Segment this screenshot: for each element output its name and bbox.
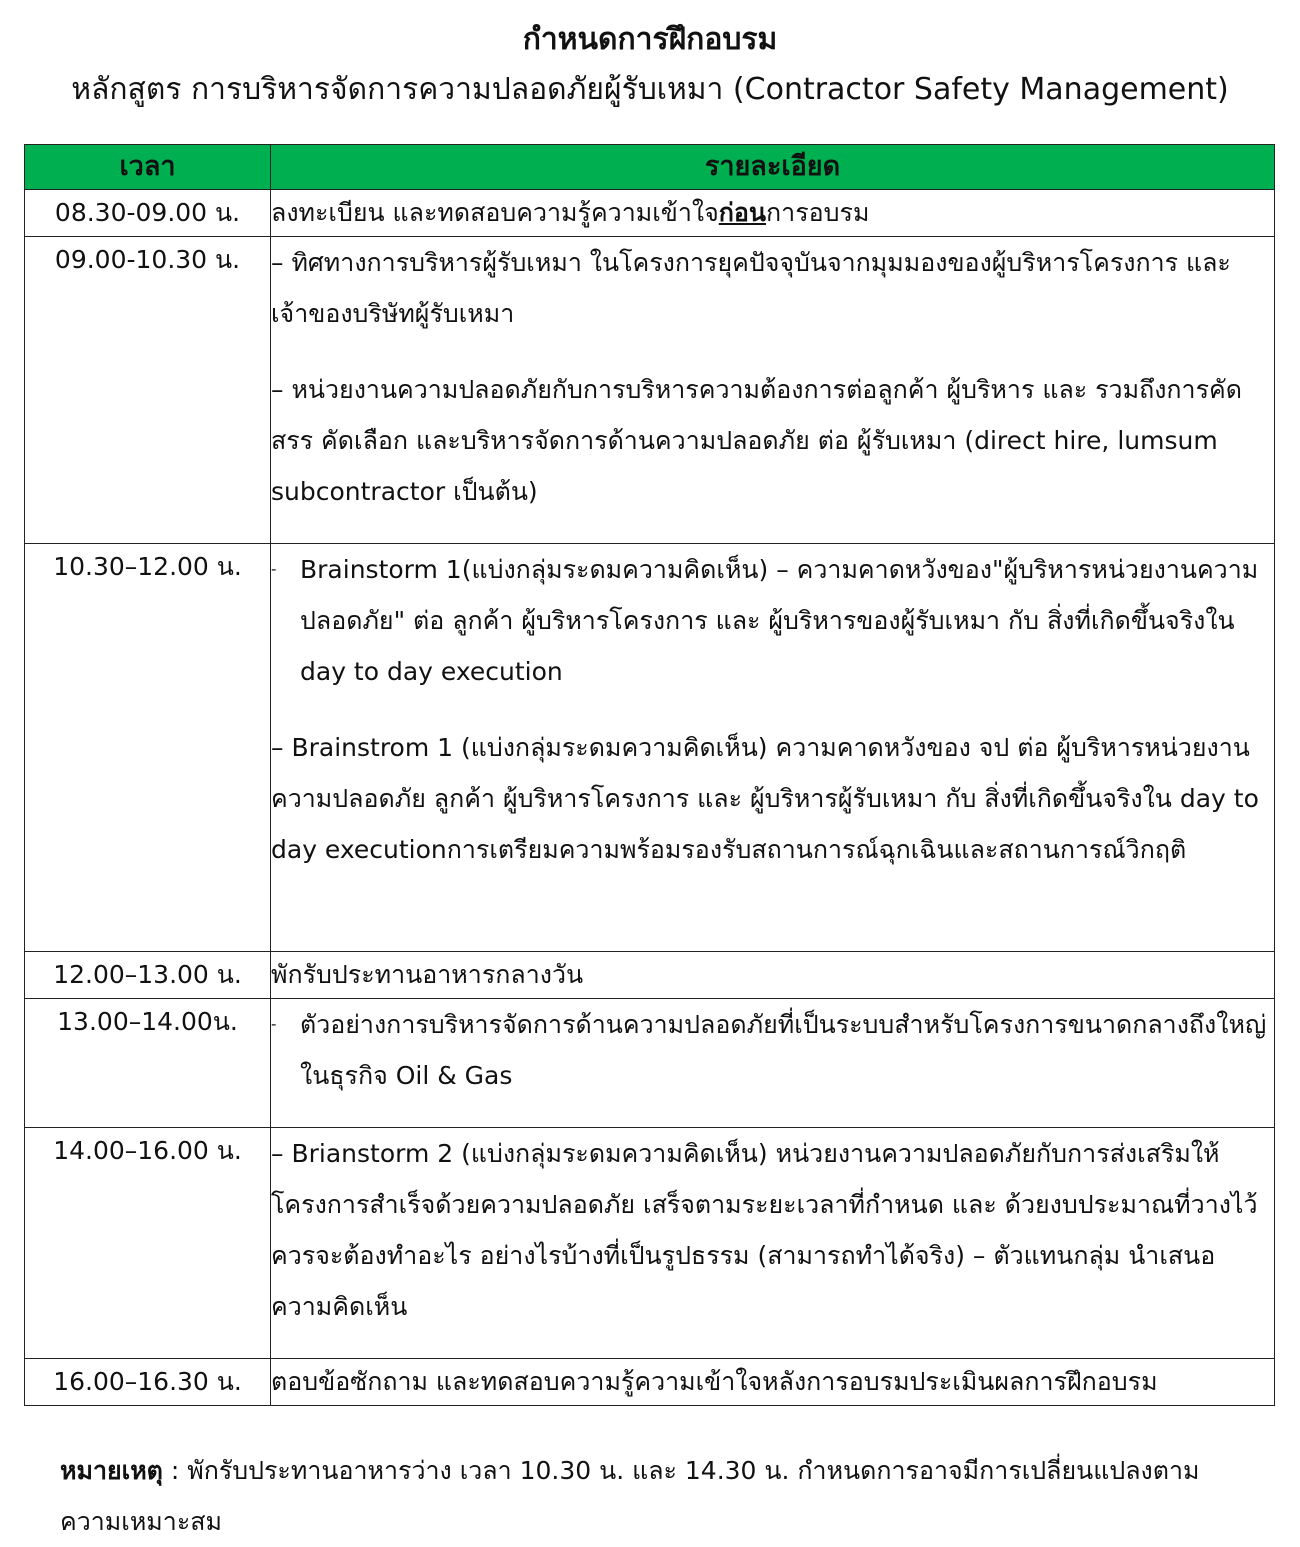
detail-cell [271, 544, 1275, 952]
detail-cell: พักรับประทานอาหารกลางวัน [271, 952, 1275, 999]
detail-text: การอบรม [766, 198, 870, 227]
detail-cell [271, 190, 1275, 237]
table-row [25, 1359, 1275, 1406]
time-cell: 10.30–12.00 น. [25, 544, 271, 952]
time-cell: 13.00–14.00น. [25, 999, 271, 1128]
table-row [25, 952, 1275, 999]
detail-cell [271, 237, 1275, 544]
time-cell: 09.00-10.30 น. [25, 237, 271, 544]
bullet-text: Brainstorm 1(แบ่งกลุ่มระดมความคิดเห็น) – ความคาดหวังของ"ผู้บริหารหน่วยงานความปลอดภัย" ต่อ ลูกค้า ผู้บริหารโครงการ และ ผู้บริหารของผู้รับเหมา กับ สิ่งที่เกิดขึ้นจริงใน day to day execution [300, 555, 1259, 686]
detail-paragraph: – ทิศทางการบริหารผู้รับเหมา ในโครงการยุคปัจจุบันจากมุมมองของผู้บริหารโครงการ และ เจ้าของบริษัทผู้รับเหมา [271, 248, 1231, 328]
detail-paragraph: – Brainstrom 1 (แบ่งกลุ่มระดมความคิดเห็น) ความคาดหวังของ จป ต่อ ผู้บริหารหน่วยงานความปลอดภัย ลูกค้า ผู้บริหารโครงการ และ ผู้บริหารผู้รับเหมา กับ สิ่งที่เกิดขึ้นจริงใน day to day executionการเตรียมความพร้อมรองรับสถานการณ์ฉุกเฉินและสถานการณ์วิกฤติ [271, 733, 1259, 864]
table-row [25, 237, 1275, 544]
course-subtitle: หลักสูตร การบริหารจัดการความปลอดภัยผู้รับเหมา (Contractor Safety Management) [71, 72, 1229, 107]
detail-text: ลงทะเบียน และทดสอบความรู้ความเข้าใจ [271, 198, 719, 227]
column-header-time: เวลา [25, 145, 271, 190]
footnote-text: : พักรับประทานอาหารว่าง เวลา 10.30 น. และ 14.30 น. กำหนดการอาจมีการเปลี่ยนแปลงตามความเหมาะสม [60, 1456, 1200, 1536]
bullet-marker: - [271, 560, 277, 578]
detail-cell: ตอบข้อซักถาม และทดสอบความรู้ความเข้าใจหลังการอบรมประเมินผลการฝึกอบรม [271, 1359, 1275, 1406]
bullet-text: ตัวอย่างการบริหารจัดการด้านความปลอดภัยที่เป็นระบบสำหรับโครงการขนาดกลางถึงใหญ่ ในธุรกิจ Oil & Gas [300, 1010, 1267, 1090]
detail-paragraph: – หน่วยงานความปลอดภัยกับการบริหารความต้องการต่อลูกค้า ผู้บริหาร และ รวมถึงการคัดสรร คัดเลือก และบริหารจัดการด้านความปลอดภัย ต่อ ผู้รับเหมา (direct hire, lumsum subcontractor เป็นต้น) [271, 375, 1242, 506]
schedule-table [24, 144, 1275, 1406]
table-header-row [25, 145, 1275, 190]
time-cell: 12.00–13.00 น. [25, 952, 271, 999]
detail-paragraph: – Brianstorm 2 (แบ่งกลุ่มระดมความคิดเห็น) หน่วยงานความปลอดภัยกับการส่งเสริมให้โครงการสำเร็จด้วยความปลอดภัย เสร็จตามระยะเวลาที่กำหนด และ ด้วยงบประมาณที่วางไว้ ควรจะต้องทำอะไร อย่างไรบ้างที่เป็นรูปธรรม (สามารถทำได้จริง) – ตัวแทนกลุ่ม นำเสนอความคิดเห็น [271, 1139, 1258, 1321]
footnote-label: หมายเหตุ [60, 1456, 163, 1485]
time-cell: 08.30-09.00 น. [25, 190, 271, 237]
detail-cell [271, 1128, 1275, 1359]
detail-cell [271, 999, 1275, 1128]
bullet-item [271, 544, 1274, 697]
time-cell: 16.00–16.30 น. [25, 1359, 271, 1406]
footnote [60, 1445, 1260, 1547]
table-row [25, 1128, 1275, 1359]
detail-emphasis: ก่อน [718, 198, 767, 227]
page-title: กำหนดการฝึกอบรม [522, 22, 778, 57]
column-header-detail: รายละเอียด [271, 145, 1275, 190]
bullet-item [271, 999, 1274, 1101]
table-row [25, 544, 1275, 952]
time-cell: 14.00–16.00 น. [25, 1128, 271, 1359]
bullet-marker: - [271, 1015, 277, 1033]
table-row [25, 190, 1275, 237]
table-row [25, 999, 1275, 1128]
